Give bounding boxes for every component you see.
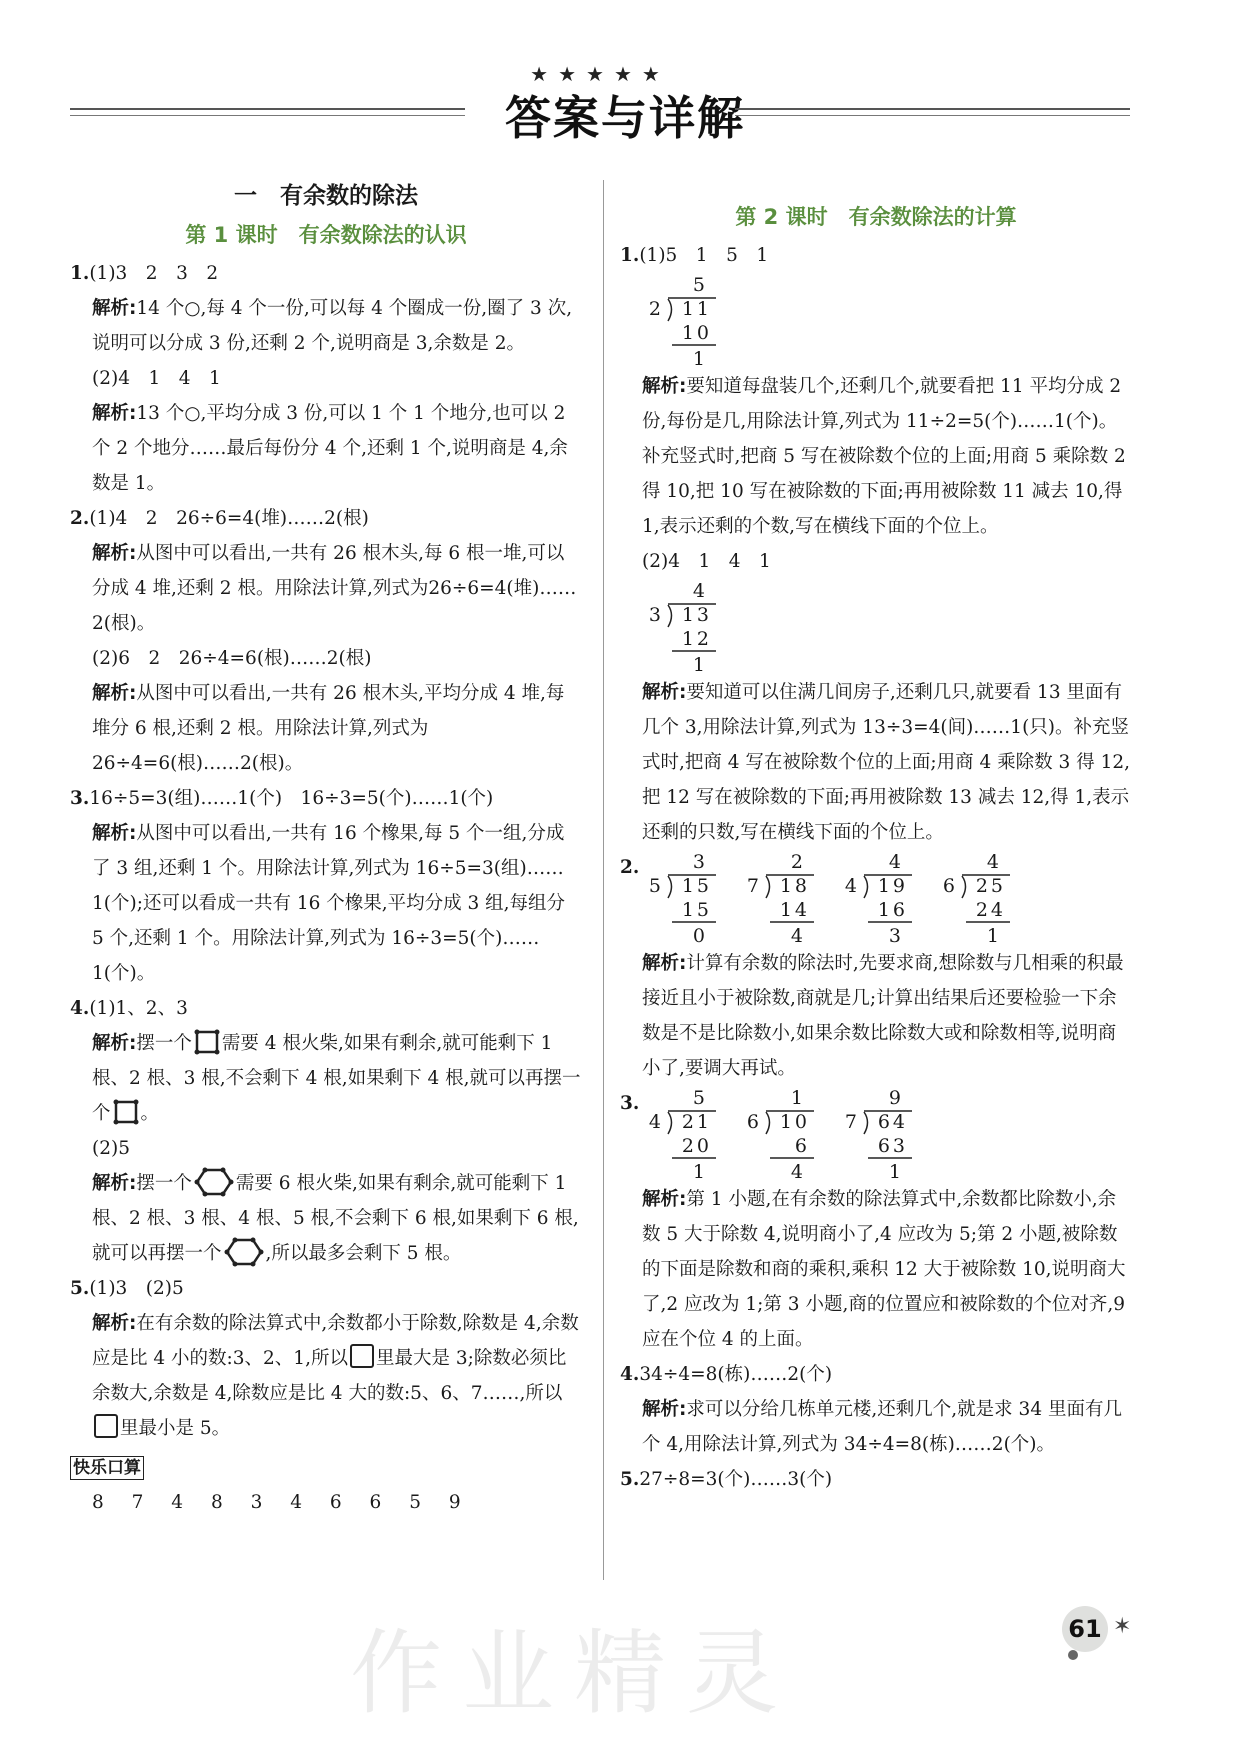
- l-q5-answer: [70, 1271, 582, 1306]
- matchstick-hexagon-icon: [224, 1237, 264, 1267]
- l-q5-e1: 在有余数的除法算式中,余数都小于除数,除数是 4,余数应是比 4 小的数:3、2、1,所以: [92, 1313, 579, 1369]
- r-q1-explanation-1: [620, 369, 1132, 544]
- r-q1-e2: 要知道可以住满几间房子,还剩几只,就要看 13 里面有几个 3,用除法计算,列式为 13÷3=4(间)……1(只)。补充竖式时,把商 4 写在被除数个位的上面;用商 4 乘除数 3 得 12,把 12 写在被除数的下面;再用被除数 13 减去 12,得 1,表示还剩的只数,写在横线下面的个位上。: [642, 682, 1131, 843]
- l-q2-e2: 从图中可以看出,一共有 26 根木头,平均分成 4 堆,每堆分 6 根,还剩 2 根。用除法计算,列式为 26÷4=6(根)……2(根)。: [92, 683, 565, 774]
- division-bracket: [766, 876, 770, 898]
- oral-calc-answers: 8 7 4 8 3 4 6 6 5 9: [92, 1492, 472, 1513]
- l-q1-e2: 13 个○,平均分成 3 份,可以 1 个 1 个地分,也可以 2 个 2 个地分……最后每份分 4 个,还剩 1 个,说明商是 4,余数是 1。: [92, 403, 568, 494]
- long-division: [740, 1086, 818, 1182]
- product: 16: [877, 899, 908, 921]
- l-q1-a1: (1)3 2 3 2: [89, 263, 219, 284]
- product: 14: [779, 899, 810, 921]
- explain-label: 解析:: [92, 823, 137, 844]
- division-bracket: [766, 1112, 770, 1134]
- title-rule-left-thin: [70, 115, 465, 116]
- remainder: 3: [888, 925, 904, 946]
- divisor: 7: [746, 875, 762, 897]
- divisor: 3: [648, 604, 664, 626]
- remainder: 4: [790, 1161, 806, 1182]
- long-division: [642, 273, 720, 369]
- long-division: [838, 1086, 916, 1182]
- division-bracket: [864, 876, 868, 898]
- quotient: 3: [692, 851, 708, 873]
- divisor: 7: [844, 1111, 860, 1133]
- dividend: 64: [877, 1111, 908, 1133]
- r-q4-a: 34÷4=8(栋)……2(个): [639, 1364, 833, 1385]
- blank-box-icon: [94, 1414, 118, 1438]
- long-division: [936, 850, 1014, 946]
- product: 20: [681, 1135, 712, 1157]
- long-division: [740, 850, 818, 946]
- matchstick-hexagon-icon: [194, 1167, 234, 1197]
- quotient: 4: [986, 851, 1002, 873]
- quotient: 9: [888, 1087, 904, 1109]
- header-stars: ★★★★★: [530, 62, 670, 86]
- l-q3-a: 16÷5=3(组)……1(个) 16÷3=5(个)……1(个): [89, 788, 494, 809]
- long-division: [642, 579, 720, 675]
- r-q2-divisions: [620, 850, 1132, 946]
- dividend: 21: [681, 1111, 712, 1133]
- explain-label: 解析:: [92, 1313, 137, 1334]
- product: 24: [975, 899, 1006, 921]
- l-q2-e1: 从图中可以看出,一共有 26 根木头,每 6 根一堆,可以分成 4 堆,还剩 2 根。用除法计算,列式为26÷6=4(堆)……2(根)。: [92, 543, 577, 634]
- remainder: 1: [692, 654, 708, 675]
- lesson-1-title: 第 1 课时 有余数除法的认识: [185, 223, 467, 247]
- quotient: 4: [888, 851, 904, 873]
- l-q1-answer-1: [70, 256, 582, 291]
- quotient: 5: [692, 274, 708, 296]
- r-q5-a: 27÷8=3(个)……3(个): [639, 1469, 833, 1490]
- right-column: [620, 200, 1132, 1497]
- long-division: [838, 850, 916, 946]
- dividend: 25: [975, 875, 1006, 897]
- quotient: 1: [790, 1087, 806, 1109]
- title-rule-right: [735, 108, 1130, 110]
- l-q1-e1: 14 个○,每 4 个一份,可以每 4 个圈成一份,圈了 3 次,说明可以分成 3 份,还剩 2 个,说明商是 3,余数是 2。: [92, 298, 573, 354]
- l-q1-explanation-1: [70, 291, 582, 361]
- explain-label: 解析:: [92, 683, 137, 704]
- l-q2-num: 2.: [70, 508, 90, 529]
- page-dot-icon: [1068, 1650, 1078, 1660]
- l-q4-explanation-1: [70, 1026, 582, 1131]
- explain-label: 解析:: [92, 543, 137, 564]
- r-q1-answer-2: (2)4 1 4 1: [642, 551, 771, 572]
- l-q5-a: (1)3 (2)5: [89, 1278, 184, 1299]
- r-q3-explanation: [620, 1182, 1132, 1357]
- r-q3-num: 3.: [620, 1093, 640, 1114]
- r-q1-a1: (1)5 1 5 1: [639, 245, 769, 266]
- l-q4-answer-1: [70, 991, 582, 1026]
- divisor: 4: [844, 875, 860, 897]
- page-title: 答案与详解: [505, 91, 745, 145]
- l-q1-answer-2: (2)4 1 4 1: [92, 368, 221, 389]
- r-q4-explanation: [620, 1392, 1132, 1462]
- long-division: [642, 1086, 720, 1182]
- l-q4-e1c: 。: [140, 1103, 160, 1124]
- l-q4-a1: (1)1、2、3: [89, 998, 188, 1019]
- product: 6: [794, 1135, 810, 1157]
- lesson-2-title: 第 2 课时 有余数除法的计算: [735, 205, 1017, 229]
- explain-label: 解析:: [642, 376, 687, 397]
- l-q2-explanation-2: [70, 676, 582, 781]
- r-q1-e1: 要知道每盘装几个,还剩几个,就要看把 11 平均分成 2 份,每份是几,用除法计算,列式为 11÷2=5(个)……1(个)。补充竖式时,把商 5 写在被除数个位的上面;用商 5 乘除数 2 得 10,把 10 写在被除数的下面;再用被除数 11 减去 10,得 1,表示还剩的个数,写在横线下面的个位上。: [642, 376, 1126, 537]
- explain-label: 解析:: [642, 682, 687, 703]
- matchstick-square-icon: [194, 1029, 220, 1055]
- product: 63: [877, 1135, 908, 1157]
- l-q4-e1b: 需要 4 根火柴,如果有剩余,就可能剩下 1 根、2 根、3 根,不会剩下 4 根,如果剩下 4 根,就可以再摆一个: [92, 1033, 581, 1124]
- page-number: 61: [1062, 1606, 1108, 1652]
- long-division-figure: [642, 850, 720, 946]
- dividend: 18: [779, 875, 810, 897]
- divisor: 5: [648, 875, 664, 897]
- divisor: 6: [746, 1111, 762, 1133]
- quotient: 4: [692, 580, 708, 602]
- r-q1-num: 1.: [620, 245, 640, 266]
- r-q4-answer: [620, 1357, 1132, 1392]
- division-bracket: [668, 299, 672, 321]
- l-q4-e2c: ,所以最多会剩下 5 根。: [265, 1243, 462, 1264]
- l-q3-num: 3.: [70, 788, 90, 809]
- l-q4-e2b: 需要 6 根火柴,如果有剩余,就可能剩下 1 根、2 根、3 根、4 根、5 根,不会剩下 6 根,如果剩下 6 根,就可以再摆一个: [92, 1173, 579, 1264]
- divisor: 2: [648, 298, 664, 320]
- explain-label: 解析:: [92, 1033, 137, 1054]
- division-bracket: [668, 876, 672, 898]
- explain-label: 解析:: [642, 953, 687, 974]
- l-q4-e1a: 摆一个: [136, 1033, 192, 1054]
- r-q2-explanation: [620, 946, 1132, 1086]
- r-q1-division-2: [620, 579, 1132, 675]
- quotient: 5: [692, 1087, 708, 1109]
- r-q1-division-1: [620, 273, 1132, 369]
- watermark: 作业精灵: [350, 1620, 799, 1727]
- l-q2-answer-2: (2)6 2 26÷4=6(根)……2(根): [92, 648, 372, 669]
- product: 10: [681, 322, 712, 344]
- unit-title: 一 有余数的除法: [234, 183, 418, 209]
- r-q2-num: 2.: [620, 857, 640, 878]
- l-q3-explanation: [70, 816, 582, 991]
- divisor: 6: [942, 875, 958, 897]
- division-bracket: [668, 605, 672, 627]
- r-q1-explanation-2: [620, 675, 1132, 850]
- l-q5-explanation: [70, 1306, 582, 1446]
- r-q5-num: 5.: [620, 1469, 640, 1490]
- dividend: 10: [779, 1111, 810, 1133]
- l-q4-num: 4.: [70, 998, 90, 1019]
- r-q5-answer: [620, 1462, 1132, 1497]
- matchstick-square-icon: [113, 1099, 139, 1125]
- explain-label: 解析:: [642, 1399, 687, 1420]
- remainder: 1: [692, 348, 708, 369]
- long-division-figure: [936, 850, 1014, 946]
- title-rule-left: [70, 108, 465, 110]
- division-bracket: [864, 1112, 868, 1134]
- division-bracket: [668, 1112, 672, 1134]
- r-q3-divisions: [620, 1086, 1132, 1182]
- divisor: 4: [648, 1111, 664, 1133]
- dividend: 13: [681, 604, 712, 626]
- dividend: 11: [681, 298, 712, 320]
- long-division-figure: [740, 1086, 818, 1182]
- product: 15: [681, 899, 712, 921]
- l-q5-e2: 里最大是 3;除数必须比余数大,余数是 4,除数应是比 4 大的数:5、6、7……,所以: [92, 1348, 567, 1404]
- l-q4-explanation-2: [70, 1166, 582, 1271]
- explain-label: 解析:: [92, 1173, 137, 1194]
- long-division-figure: [838, 850, 916, 946]
- explain-label: 解析:: [92, 403, 137, 424]
- l-q5-num: 5.: [70, 1278, 90, 1299]
- l-q5-e3: 里最小是 5。: [120, 1418, 231, 1439]
- long-division-figure: [642, 579, 720, 675]
- long-division-figure: [642, 273, 720, 369]
- remainder: 1: [888, 1161, 904, 1182]
- division-bracket: [962, 876, 966, 898]
- remainder: 4: [790, 925, 806, 946]
- long-division: [642, 850, 720, 946]
- r-q2-e: 计算有余数的除法时,先要求商,想除数与几相乘的积最接近且小于被除数,商就是几;计算出结果后还要检验一下余数是不是比除数小,如果余数比除数大或和除数相等,说明商小了,要调大再试。: [642, 953, 1124, 1079]
- r-q4-num: 4.: [620, 1364, 640, 1385]
- product: 12: [681, 628, 712, 650]
- l-q2-answer-1: [70, 501, 582, 536]
- l-q4-answer-2: (2)5: [92, 1138, 130, 1159]
- oral-calc-heading: [70, 1450, 582, 1485]
- l-q3-e: 从图中可以看出,一共有 16 个橡果,每 5 个一组,分成了 3 组,还剩 1 个。用除法计算,列式为 16÷5=3(组)……1(个);还可以看成一共有 16 个橡果,平均分成 3 组,每组分 5 个,还剩 1 个。用除法计算,列式为 16÷3=5(个)……1(个)。: [92, 823, 566, 984]
- left-column: [70, 178, 582, 1520]
- long-division-figure: [642, 1086, 720, 1182]
- long-division-figure: [740, 850, 818, 946]
- r-q3-e: 第 1 小题,在有余数的除法算式中,余数都比除数小,余数 5 大于除数 4,说明商小了,4 应改为 5;第 2 小题,被除数的下面是除数和商的乘积,乘积 12 大于被除数 10,说明商大了,2 应改为 1;第 3 小题,商的位置应和被除数的个位对齐,9 应在个位 4 的上面。: [642, 1189, 1126, 1350]
- remainder: 0: [692, 925, 708, 946]
- remainder: 1: [692, 1161, 708, 1182]
- explain-label: 解析:: [642, 1189, 687, 1210]
- quotient: 2: [790, 851, 806, 873]
- oral-calc-label: 快乐口算: [70, 1456, 144, 1480]
- explain-label: 解析:: [92, 298, 137, 319]
- l-q1-explanation-2: [70, 396, 582, 501]
- long-division-figure: [838, 1086, 916, 1182]
- blank-box-icon: [350, 1344, 374, 1368]
- l-q1-num: 1.: [70, 263, 90, 284]
- r-q1-answer-1: [620, 238, 1132, 273]
- dividend: 19: [877, 875, 908, 897]
- l-q2-a1: (1)4 2 26÷6=4(堆)……2(根): [89, 508, 369, 529]
- title-rule-right-thin: [735, 115, 1130, 116]
- remainder: 1: [986, 925, 1002, 946]
- star-icon: ✶: [1113, 1614, 1132, 1639]
- l-q2-explanation-1: [70, 536, 582, 641]
- l-q3-answer: [70, 781, 582, 816]
- r-q4-e: 求可以分给几栋单元楼,还剩几个,就是求 34 里面有几个 4,用除法计算,列式为 34÷4=8(栋)……2(个)。: [642, 1399, 1122, 1455]
- dividend: 15: [681, 875, 712, 897]
- l-q4-e2a: 摆一个: [136, 1173, 192, 1194]
- column-divider: [603, 180, 604, 1580]
